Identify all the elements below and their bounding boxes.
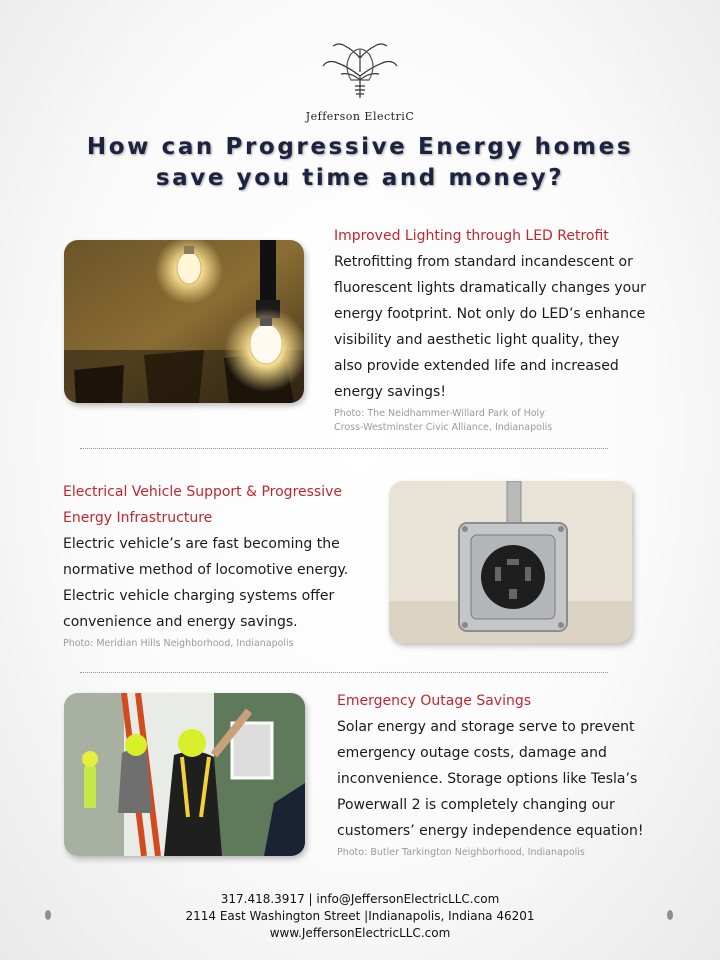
photo-credit-led: Photo: The Neidhammer-Willard Park of Holy Cross-Westminster Civic Alliance, Indianapolis (334, 408, 553, 433)
section-outage (337, 688, 667, 860)
photo-credit-outage: Photo: Butler Tarkington Neighborhood, Indianapolis (337, 847, 585, 858)
footer-address: 2114 East Washington Street |Indianapolis, Indiana 46201 (185, 909, 535, 923)
contact-footer (100, 891, 620, 942)
brand-name: Jefferson ElectriC (305, 110, 415, 123)
page-title (40, 132, 680, 194)
section-title-outage: Emergency Outage Savings (337, 693, 532, 709)
section-led (334, 223, 664, 435)
title-line-1: How can Progressive Energy homes (86, 134, 634, 160)
section-divider (80, 448, 608, 449)
section-divider (80, 672, 608, 673)
section-title-led: Improved Lighting through LED Retrofit (334, 228, 609, 244)
section-body-ev: Electric vehicle’s are fast becoming the normative method of locomotive energy. Electric vehicle charging systems offer convenience and energy savings. (63, 536, 349, 630)
title-line-2: save you time and money? (155, 165, 565, 191)
slide-marker-left (45, 910, 51, 920)
section-title-ev: Electrical Vehicle Support & Progressive Energy Infrastructure (63, 484, 343, 526)
slide-marker-right (667, 910, 673, 920)
section-body-led: Retrofitting from standard incandescent or fluorescent lights dramatically changes your energy footprint. Not only do LED’s enhance visibility and aesthetic light quality, they also provide extended life and increased energy savings! (334, 254, 646, 400)
footer-phone-email: 317.418.3917 | info@JeffersonElectricLLC.com (220, 892, 500, 906)
ev-outlet-photo (389, 481, 632, 643)
photo-credit-ev: Photo: Meridian Hills Neighborhood, Indianapolis (63, 638, 294, 649)
footer-website[interactable]: www.JeffersonElectricLLC.com (269, 926, 451, 940)
brand-logo (300, 36, 420, 123)
section-ev (63, 479, 373, 651)
led-lightbulbs-photo (64, 240, 304, 403)
tree-bulb-logo-icon (315, 36, 405, 104)
solar-installers-photo (64, 693, 305, 856)
section-body-outage: Solar energy and storage serve to prevent emergency outage costs, damage and inconvenience. Storage options like Tesla’s Powerwall 2 is completely changing our customers’ energy independence equation! (337, 719, 644, 839)
